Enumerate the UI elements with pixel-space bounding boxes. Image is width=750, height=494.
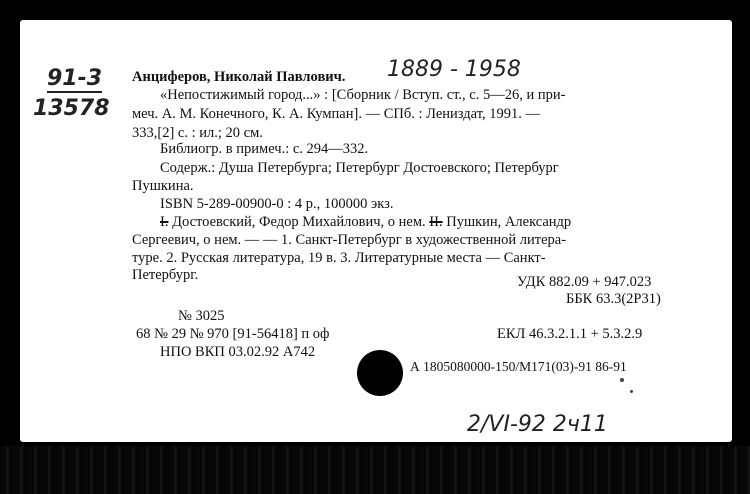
subject-pushkin: Пушкин, Александр — [446, 214, 572, 230]
ekl-code: ЕКЛ 46.3.2.1.1 + 5.3.2.9 — [497, 326, 643, 342]
subject-number-1: I. — [160, 214, 169, 230]
handwritten-date: 2/VI-92 2ч11 — [467, 412, 608, 437]
catalog-code: А 1805080000-150/М171(03)-91 86-91 — [410, 359, 627, 374]
subject-dostoevsky: Достоевский, Федор Михайлович, о нем. — [172, 214, 426, 230]
note-line: Библиогр. в примеч.: с. 294—332. — [160, 141, 369, 157]
speck — [620, 378, 624, 382]
order-line: 68 № 29 № 970 [91-56418] п оф — [136, 326, 330, 342]
text-line: Сергеевич, о нем. — — 1. Санкт-Петербург в художественной литера- — [132, 232, 567, 248]
title-line: «Непостижимый город...» : [Сборник / Вступ. ст., с. 5—26, и при- — [160, 87, 566, 103]
isbn-line: ISBN 5-289-00900-0 : 4 р., 100000 экз. — [160, 196, 394, 212]
npo-line: НПО ВКП 03.02.92 А742 — [160, 344, 316, 360]
handwritten-years: 1889 - 1958 — [387, 57, 521, 82]
bbk-code: ББК 63.3(2Р31) — [566, 291, 661, 307]
shelfmark-top: 91-3 — [47, 66, 103, 91]
text-line: Петербург. — [132, 267, 199, 283]
scan-border — [0, 446, 750, 494]
contents-line: Содерж.: Душа Петербурга; Петербург Достоевского; Петербург — [160, 160, 559, 176]
text-line: Пушкина. — [132, 178, 194, 194]
ink-blot — [357, 350, 403, 396]
subject-line — [160, 215, 571, 230]
text-line: 333,[2] с. : ил.; 20 см. — [132, 125, 263, 141]
speck — [630, 390, 633, 393]
udk-code: УДК 882.09 + 947.023 — [517, 274, 652, 290]
subject-number-2: II. — [429, 214, 443, 230]
shelfmark-bottom: 13578 — [33, 96, 110, 121]
card-number: № 3025 — [178, 308, 225, 324]
author-heading: Анциферов, Николай Павлович. — [132, 69, 346, 85]
text-line: туре. 2. Русская литература, 19 в. 3. Литературные места — Санкт- — [132, 250, 546, 266]
text-line: меч. А. М. Конечного, К. А. Кумпан]. — СПб. : Лениздат, 1991. — — [132, 106, 540, 122]
